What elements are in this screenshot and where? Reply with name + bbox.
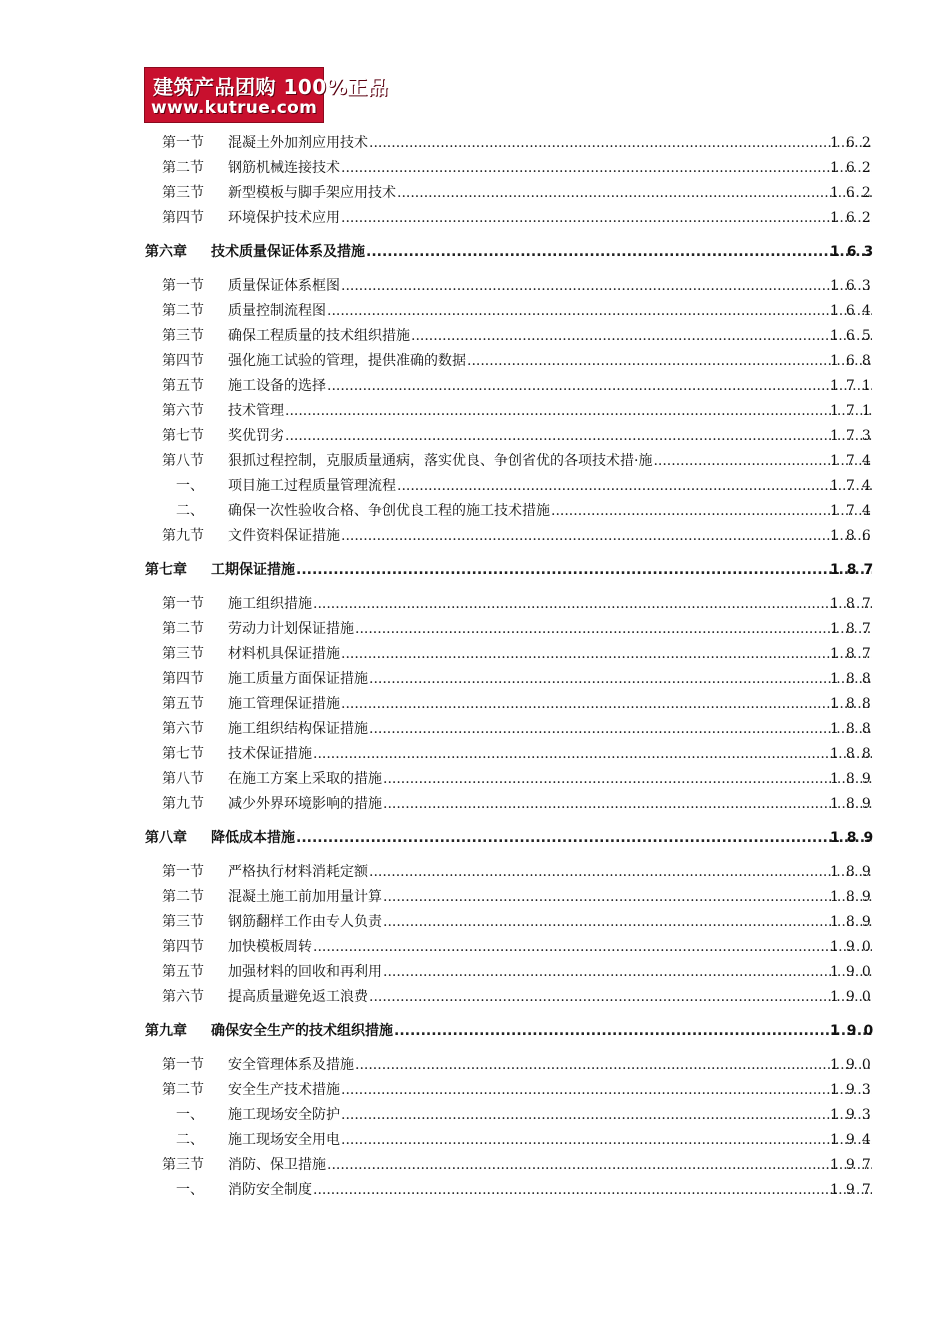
toc-entry-label: 第一节 bbox=[162, 278, 204, 294]
toc-subsection-entry[interactable] bbox=[0, 476, 950, 496]
toc-entry-page-number: 163 bbox=[830, 278, 878, 294]
toc-entry-title: 安全生产技术措施 bbox=[228, 1082, 340, 1098]
toc-entry-title-wrap bbox=[228, 912, 872, 932]
dot-leader bbox=[411, 326, 872, 346]
dot-leader bbox=[313, 1180, 872, 1200]
dot-leader bbox=[341, 644, 872, 664]
toc-entry-page-number: 162 bbox=[830, 160, 878, 176]
toc-entry-page-number: 188 bbox=[830, 671, 878, 687]
toc-entry-title-wrap bbox=[228, 351, 872, 371]
toc-entry-label: 第二节 bbox=[162, 621, 204, 637]
toc-entry-title: 工期保证措施 bbox=[211, 562, 295, 578]
toc-entry-title-wrap bbox=[228, 133, 872, 153]
dot-leader bbox=[355, 1055, 872, 1075]
toc-entry-page-number: 162 bbox=[830, 185, 878, 201]
toc-entry-label: 第四节 bbox=[162, 353, 204, 369]
dot-leader bbox=[551, 501, 872, 521]
toc-entry-title: 奖优罚劣 bbox=[228, 428, 284, 444]
toc-entry-label: 第二节 bbox=[162, 303, 204, 319]
toc-entry-label: 第八节 bbox=[162, 453, 204, 469]
toc-entry-page-number: 189 bbox=[830, 864, 878, 880]
toc-entry-label: 第八章 bbox=[145, 830, 187, 846]
toc-entry-page-number: 190 bbox=[830, 964, 878, 980]
toc-entry-title-wrap bbox=[228, 962, 872, 982]
toc-entry-page-number: 189 bbox=[830, 830, 881, 846]
toc-entry-label: 第四节 bbox=[162, 210, 204, 226]
toc-entry-title-wrap bbox=[228, 937, 872, 957]
toc-section-entry[interactable] bbox=[0, 744, 950, 764]
toc-entry-label: 第三节 bbox=[162, 646, 204, 662]
toc-entry-page-number: 173 bbox=[830, 428, 878, 444]
toc-entry-title-wrap bbox=[228, 501, 872, 521]
dot-leader bbox=[383, 887, 872, 907]
dot-leader bbox=[285, 401, 872, 421]
toc-entry-title-wrap bbox=[228, 744, 872, 764]
toc-section-entry[interactable] bbox=[0, 426, 950, 446]
toc-entry-page-number: 165 bbox=[830, 328, 878, 344]
toc-entry-title-wrap bbox=[228, 794, 872, 814]
dot-leader bbox=[369, 862, 872, 882]
toc-entry-title: 减少外界环境影响的措施 bbox=[228, 796, 382, 812]
toc-entry-title: 技术管理 bbox=[228, 403, 284, 419]
toc-entry-label: 第五节 bbox=[162, 696, 204, 712]
toc-entry-label: 第二节 bbox=[162, 1082, 204, 1098]
dot-leader bbox=[341, 158, 872, 178]
toc-entry-page-number: 190 bbox=[830, 1057, 878, 1073]
toc-section-entry[interactable] bbox=[0, 301, 950, 321]
toc-entry-label: 第一节 bbox=[162, 596, 204, 612]
toc-section-entry[interactable] bbox=[0, 937, 950, 957]
toc-entry-title: 确保安全生产的技术组织措施 bbox=[211, 1023, 393, 1039]
toc-entry-page-number: 174 bbox=[830, 453, 878, 469]
toc-entry-label: 第三节 bbox=[162, 328, 204, 344]
toc-entry-page-number: 187 bbox=[830, 621, 878, 637]
toc-entry-title-wrap bbox=[228, 769, 872, 789]
toc-entry-title: 加强材料的回收和再利用 bbox=[228, 964, 382, 980]
toc-entry-page-number: 186 bbox=[830, 528, 878, 544]
toc-entry-title: 确保工程质量的技术组织措施 bbox=[228, 328, 410, 344]
toc-entry-page-number: 187 bbox=[830, 646, 878, 662]
toc-section-entry[interactable] bbox=[0, 862, 950, 882]
toc-entry-title-wrap bbox=[228, 476, 872, 496]
toc-chapter-entry[interactable] bbox=[0, 828, 950, 848]
dot-leader bbox=[327, 301, 872, 321]
toc-entry-page-number: 189 bbox=[830, 796, 878, 812]
toc-entry-label: 第五节 bbox=[162, 964, 204, 980]
toc-entry-page-number: 174 bbox=[830, 478, 878, 494]
toc-section-entry[interactable] bbox=[0, 619, 950, 639]
toc-section-entry[interactable] bbox=[0, 669, 950, 689]
toc-section-entry[interactable] bbox=[0, 644, 950, 664]
toc-entry-label: 一、 bbox=[176, 478, 204, 494]
toc-entry-title: 钢筋翻样工作由专人负责 bbox=[228, 914, 382, 930]
dot-leader bbox=[467, 351, 872, 371]
toc-entry-title-wrap bbox=[228, 669, 872, 689]
toc-section-entry[interactable] bbox=[0, 719, 950, 739]
toc-entry-title-wrap bbox=[228, 1180, 872, 1200]
toc-entry-title: 混凝土施工前加用量计算 bbox=[228, 889, 382, 905]
toc-subsection-entry[interactable] bbox=[0, 1180, 950, 1200]
toc-entry-title-wrap bbox=[228, 1055, 872, 1075]
toc-entry-label: 第三节 bbox=[162, 185, 204, 201]
toc-entry-title: 严格执行材料消耗定额 bbox=[228, 864, 368, 880]
dot-leader bbox=[341, 1105, 872, 1125]
toc-entry-page-number: 193 bbox=[830, 1107, 878, 1123]
toc-entry-label: 第二节 bbox=[162, 160, 204, 176]
toc-entry-title-wrap bbox=[228, 1105, 872, 1125]
dot-leader bbox=[313, 937, 872, 957]
toc-entry-label: 第六节 bbox=[162, 721, 204, 737]
toc-entry-title-wrap bbox=[228, 719, 872, 739]
toc-entry-label: 第七章 bbox=[145, 562, 187, 578]
toc-subsection-entry[interactable] bbox=[0, 1130, 950, 1150]
toc-entry-title: 消防安全制度 bbox=[228, 1182, 312, 1198]
toc-entry-page-number: 174 bbox=[830, 503, 878, 519]
toc-entry-title: 强化施工试验的管理，提供准确的数据 bbox=[228, 353, 466, 369]
toc-entry-page-number: 189 bbox=[830, 914, 878, 930]
dot-leader bbox=[341, 526, 872, 546]
toc-entry-title: 项目施工过程质量管理流程 bbox=[228, 478, 396, 494]
toc-entry-title: 材料机具保证措施 bbox=[228, 646, 340, 662]
toc-entry-title-wrap bbox=[228, 376, 872, 396]
toc-entry-title: 钢筋机械连接技术 bbox=[228, 160, 340, 176]
toc-entry-title: 文件资料保证措施 bbox=[228, 528, 340, 544]
logo-slogan: 建筑产品团购 100%正品 bbox=[153, 75, 389, 99]
toc-section-entry[interactable] bbox=[0, 987, 950, 1007]
toc-entry-page-number: 162 bbox=[830, 135, 878, 151]
toc-entry-page-number: 187 bbox=[830, 596, 878, 612]
toc-entry-label: 二、 bbox=[176, 1132, 204, 1148]
toc-entry-label: 第四节 bbox=[162, 939, 204, 955]
toc-entry-label: 第九节 bbox=[162, 796, 204, 812]
toc-entry-label: 第五节 bbox=[162, 378, 204, 394]
toc-entry-title-wrap bbox=[211, 1021, 872, 1041]
toc-entry-title-wrap bbox=[228, 301, 872, 321]
toc-section-entry[interactable] bbox=[0, 208, 950, 228]
toc-subsection-entry[interactable] bbox=[0, 501, 950, 521]
toc-entry-title-wrap bbox=[228, 594, 872, 614]
toc-section-entry[interactable] bbox=[0, 962, 950, 982]
dot-leader bbox=[369, 669, 872, 689]
dot-leader bbox=[355, 619, 872, 639]
toc-entry-label: 第七节 bbox=[162, 428, 204, 444]
toc-entry-label: 第一节 bbox=[162, 1057, 204, 1073]
toc-entry-title-wrap bbox=[228, 887, 872, 907]
toc-entry-title-wrap bbox=[228, 426, 872, 446]
toc-entry-title: 施工管理保证措施 bbox=[228, 696, 340, 712]
toc-entry-page-number: 168 bbox=[830, 353, 878, 369]
toc-entry-title-wrap bbox=[228, 862, 872, 882]
dot-leader bbox=[285, 426, 872, 446]
toc-entry-label: 第四节 bbox=[162, 671, 204, 687]
toc-entry-title-wrap bbox=[211, 828, 872, 848]
toc-entry-label: 第六节 bbox=[162, 989, 204, 1005]
dot-leader bbox=[327, 1155, 872, 1175]
dot-leader bbox=[397, 183, 872, 203]
dot-leader bbox=[369, 719, 872, 739]
dot-leader bbox=[383, 769, 872, 789]
toc-section-entry[interactable] bbox=[0, 1155, 950, 1175]
toc-entry-title: 降低成本措施 bbox=[211, 830, 295, 846]
toc-entry-page-number: 188 bbox=[830, 696, 878, 712]
toc-entry-label: 第六节 bbox=[162, 403, 204, 419]
toc-entry-title: 质量保证体系框图 bbox=[228, 278, 340, 294]
toc-entry-page-number: 190 bbox=[830, 939, 878, 955]
dot-leader bbox=[341, 1130, 872, 1150]
toc-entry-page-number: 197 bbox=[830, 1157, 878, 1173]
toc-entry-title-wrap bbox=[228, 644, 872, 664]
toc-entry-title-wrap bbox=[228, 1130, 872, 1150]
dot-leader bbox=[394, 1021, 872, 1041]
toc-entry-label: 一、 bbox=[176, 1107, 204, 1123]
dot-leader bbox=[341, 208, 872, 228]
toc-entry-label: 第七节 bbox=[162, 746, 204, 762]
toc-entry-title: 狠抓过程控制，克服质量通病，落实优良、争创省优的各项技术措·施 bbox=[228, 453, 653, 469]
toc-entry-title: 加快模板周转 bbox=[228, 939, 312, 955]
toc-entry-title: 劳动力计划保证措施 bbox=[228, 621, 354, 637]
toc-entry-page-number: 163 bbox=[830, 244, 881, 260]
dot-leader bbox=[397, 476, 872, 496]
toc-entry-label: 第九节 bbox=[162, 528, 204, 544]
dot-leader bbox=[296, 560, 872, 580]
toc-entry-label: 第一节 bbox=[162, 864, 204, 880]
toc-entry-label: 第二节 bbox=[162, 889, 204, 905]
dot-leader bbox=[341, 694, 872, 714]
toc-entry-page-number: 190 bbox=[830, 1023, 881, 1039]
dot-leader bbox=[341, 1080, 872, 1100]
toc-entry-label: 第三节 bbox=[162, 914, 204, 930]
toc-section-entry[interactable] bbox=[0, 376, 950, 396]
toc-entry-title-wrap bbox=[228, 326, 872, 346]
toc-entry-label: 第八节 bbox=[162, 771, 204, 787]
dot-leader bbox=[383, 794, 872, 814]
toc-entry-title-wrap bbox=[228, 987, 872, 1007]
toc-chapter-entry[interactable] bbox=[0, 560, 950, 580]
toc-section-entry[interactable] bbox=[0, 401, 950, 421]
toc-entry-title: 技术质量保证体系及措施 bbox=[211, 244, 365, 260]
toc-entry-title: 质量控制流程图 bbox=[228, 303, 326, 319]
toc-entry-page-number: 162 bbox=[830, 210, 878, 226]
logo-url: www.kutrue.com bbox=[151, 98, 318, 118]
toc-section-entry[interactable] bbox=[0, 351, 950, 371]
toc-entry-title-wrap bbox=[228, 451, 872, 471]
toc-entry-title: 在施工方案上采取的措施 bbox=[228, 771, 382, 787]
toc-section-entry[interactable] bbox=[0, 594, 950, 614]
toc-entry-title-wrap bbox=[228, 526, 872, 546]
toc-entry-page-number: 188 bbox=[830, 746, 878, 762]
toc-entry-title: 施工现场安全用电 bbox=[228, 1132, 340, 1148]
toc-section-entry[interactable] bbox=[0, 1055, 950, 1075]
dot-leader bbox=[296, 828, 872, 848]
toc-entry-title: 技术保证措施 bbox=[228, 746, 312, 762]
toc-entry-page-number: 189 bbox=[830, 889, 878, 905]
toc-entry-title: 施工设备的选择 bbox=[228, 378, 326, 394]
toc-entry-title-wrap bbox=[228, 694, 872, 714]
toc-entry-label: 第六章 bbox=[145, 244, 187, 260]
dot-leader bbox=[313, 744, 872, 764]
toc-entry-title-wrap bbox=[228, 208, 872, 228]
toc-section-entry[interactable] bbox=[0, 769, 950, 789]
toc-section-entry[interactable] bbox=[0, 183, 950, 203]
toc-entry-title: 环境保护技术应用 bbox=[228, 210, 340, 226]
toc-entry-page-number: 190 bbox=[830, 989, 878, 1005]
toc-section-entry[interactable] bbox=[0, 326, 950, 346]
toc-entry-title-wrap bbox=[228, 276, 872, 296]
toc-entry-title-wrap bbox=[211, 242, 872, 262]
toc-entry-label: 第九章 bbox=[145, 1023, 187, 1039]
toc-entry-title-wrap bbox=[228, 619, 872, 639]
toc-section-entry[interactable] bbox=[0, 694, 950, 714]
dot-leader bbox=[369, 133, 872, 153]
toc-entry-title-wrap bbox=[228, 158, 872, 178]
dot-leader bbox=[383, 962, 872, 982]
toc-entry-title: 施工现场安全防护 bbox=[228, 1107, 340, 1123]
toc-entry-title-wrap bbox=[228, 183, 872, 203]
toc-entry-page-number: 164 bbox=[830, 303, 878, 319]
toc-entry-title: 确保一次性验收合格、争创优良工程的施工技术措施 bbox=[228, 503, 550, 519]
toc-entry-title-wrap bbox=[228, 401, 872, 421]
toc-entry-title: 提高质量避免返工浪费 bbox=[228, 989, 368, 1005]
toc-entry-page-number: 188 bbox=[830, 721, 878, 737]
toc-section-entry[interactable] bbox=[0, 451, 950, 471]
toc-entry-title: 混凝土外加剂应用技术 bbox=[228, 135, 368, 151]
toc-entry-page-number: 171 bbox=[830, 403, 878, 419]
toc-entry-label: 二、 bbox=[176, 503, 204, 519]
dot-leader bbox=[366, 242, 872, 262]
toc-section-entry[interactable] bbox=[0, 158, 950, 178]
dot-leader bbox=[383, 912, 872, 932]
toc-section-entry[interactable] bbox=[0, 133, 950, 153]
toc-subsection-entry[interactable] bbox=[0, 1105, 950, 1125]
toc-entry-title-wrap bbox=[228, 1080, 872, 1100]
toc-entry-title-wrap bbox=[228, 1155, 872, 1175]
toc-chapter-entry[interactable] bbox=[0, 242, 950, 262]
toc-chapter-entry[interactable] bbox=[0, 1021, 950, 1041]
toc-entry-title: 施工组织结构保证措施 bbox=[228, 721, 368, 737]
toc-entry-title: 施工组织措施 bbox=[228, 596, 312, 612]
toc-entry-title: 消防、保卫措施 bbox=[228, 1157, 326, 1173]
toc-entry-title: 施工质量方面保证措施 bbox=[228, 671, 368, 687]
dot-leader bbox=[313, 594, 872, 614]
dot-leader bbox=[341, 276, 872, 296]
toc-entry-label: 第三节 bbox=[162, 1157, 204, 1173]
toc-section-entry[interactable] bbox=[0, 1080, 950, 1100]
toc-entry-page-number: 171 bbox=[830, 378, 878, 394]
toc-entry-title: 安全管理体系及措施 bbox=[228, 1057, 354, 1073]
dot-leader bbox=[327, 376, 872, 396]
toc-section-entry[interactable] bbox=[0, 794, 950, 814]
toc-entry-page-number: 197 bbox=[830, 1182, 878, 1198]
toc-entry-title-wrap bbox=[211, 560, 872, 580]
toc-section-entry[interactable] bbox=[0, 276, 950, 296]
dot-leader bbox=[369, 987, 872, 1007]
toc-section-entry[interactable] bbox=[0, 526, 950, 546]
toc-entry-page-number: 194 bbox=[830, 1132, 878, 1148]
toc-entry-page-number: 189 bbox=[830, 771, 878, 787]
toc-entry-title: 新型模板与脚手架应用技术 bbox=[228, 185, 396, 201]
toc-entry-page-number: 187 bbox=[830, 562, 881, 578]
toc-entry-label: 第一节 bbox=[162, 135, 204, 151]
toc-entry-page-number: 193 bbox=[830, 1082, 878, 1098]
toc-entry-label: 一、 bbox=[176, 1182, 204, 1198]
toc-section-entry[interactable] bbox=[0, 887, 950, 907]
toc-section-entry[interactable] bbox=[0, 912, 950, 932]
